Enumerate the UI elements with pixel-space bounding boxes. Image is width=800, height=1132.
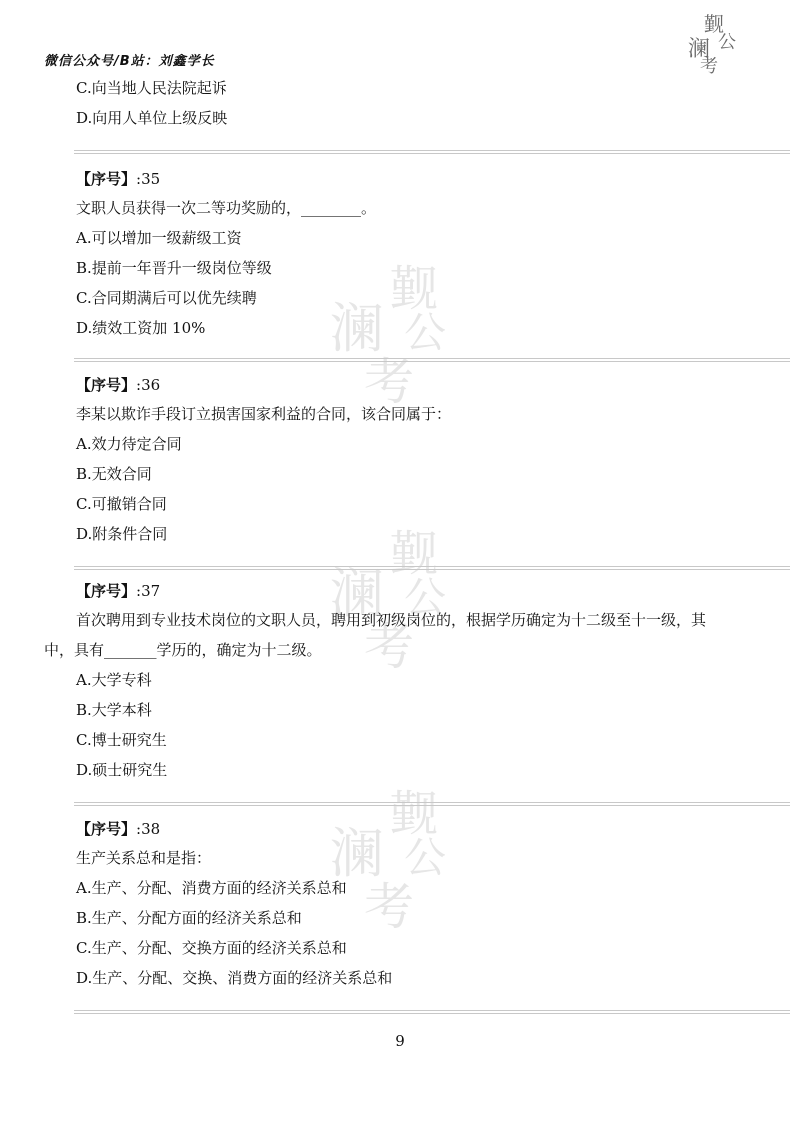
question-header: 【序号】:36 (76, 376, 161, 394)
option: D.绩效工资加 10% (76, 319, 206, 337)
divider (74, 802, 790, 806)
question-header: 【序号】:37 (76, 582, 161, 600)
option: B.提前一年晋升一级岗位等级 (76, 259, 272, 277)
option: C.可撤销合同 (76, 495, 167, 513)
question-header: 【序号】:35 (76, 170, 161, 188)
page-number: 9 (395, 1032, 405, 1050)
divider (74, 566, 790, 570)
question-stem: 文职人员获得一次二等功奖励的，________。 (76, 199, 377, 217)
question-stem: 首次聘用到专业技术岗位的文职人员，聘用到初级岗位的，根据学历确定为十二级至十一级，其 (76, 611, 707, 629)
option: D.生产、分配、交换、消费方面的经济关系总和 (76, 969, 393, 987)
option: A.生产、分配、消费方面的经济关系总和 (76, 879, 347, 897)
option: C.合同期满后可以优先续聘 (76, 289, 257, 307)
option: A.可以增加一级薪级工资 (76, 229, 242, 247)
option: B.生产、分配方面的经济关系总和 (76, 909, 302, 927)
option: D.附条件合同 (76, 525, 168, 543)
option: C.生产、分配、交换方面的经济关系总和 (76, 939, 347, 957)
watermark: 觐 澜 公 考 (330, 261, 447, 411)
option: C.博士研究生 (76, 731, 167, 749)
watermark: 觐 澜 公 考 (330, 526, 447, 676)
header-note: 微信公众号/B站：刘鑫学长 (44, 54, 215, 69)
question-stem-continued: 中，具有_______学历的，确定为十二级。 (44, 641, 322, 659)
option: D.硕士研究生 (76, 761, 168, 779)
option: A.大学专科 (76, 671, 152, 689)
divider (74, 358, 790, 362)
option: B.无效合同 (76, 465, 152, 483)
divider (74, 1010, 790, 1014)
option: A.效力待定合同 (76, 435, 182, 453)
logo: 觐 澜 公 考 (688, 12, 736, 77)
question-stem: 生产关系总和是指： (76, 849, 212, 867)
question-stem: 李某以欺诈手段订立损害国家利益的合同，该合同属于： (76, 405, 452, 423)
watermark: 觐 澜 公 考 (330, 786, 447, 936)
option: C.向当地人民法院起诉 (76, 79, 227, 97)
divider (74, 150, 790, 154)
option: D.向用人单位上级反映 (76, 109, 228, 127)
option: B.大学本科 (76, 701, 152, 719)
question-header: 【序号】:38 (76, 820, 161, 838)
